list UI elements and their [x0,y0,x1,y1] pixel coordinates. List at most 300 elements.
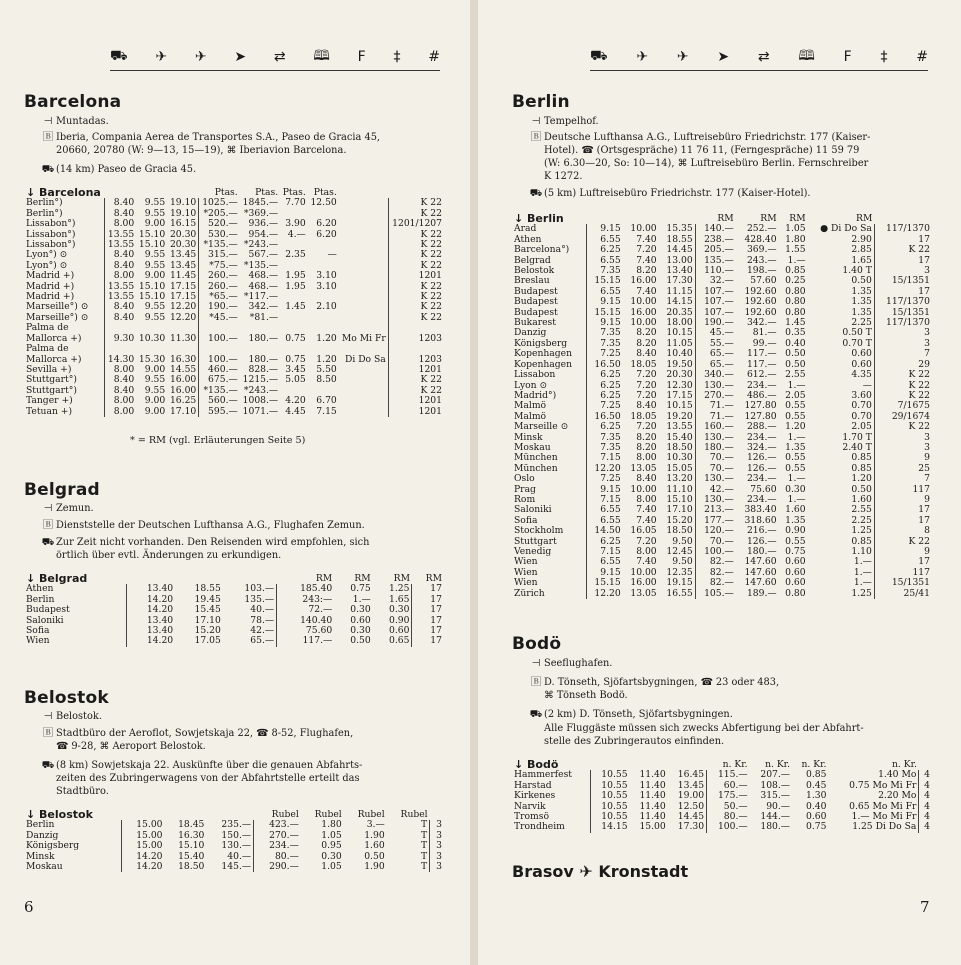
value-cell: 13.40 [127,626,175,636]
value-cell: 2.35 [285,249,306,261]
office-icon: 🄱 [531,677,541,688]
value-cell: 9.55 [144,384,166,396]
value-cell: 7.15 [586,547,623,557]
currency-header: n. Kr. [722,759,748,770]
value-cell: 99.— [752,337,777,349]
value-cell: 17 [412,636,444,646]
route-cell: München [514,462,558,474]
office-line-4: K 1272. [544,171,583,182]
value-cell: 185.40 [277,584,335,594]
value-cell: 78.— [250,614,275,626]
value-cell: 180.— [746,546,777,557]
airport-text: Zemun. [56,503,94,514]
value-cell: 14.20 [127,595,175,605]
city-title-barcelona: Barcelona [24,92,122,112]
value-cell: 290.— [254,862,301,872]
value-cell: K 22 [874,537,932,547]
currency-header: Rubel [357,809,385,820]
airport-line [40,503,94,516]
bus-line [40,760,362,773]
route-cell: Harstad [514,779,552,791]
value-cell: 17 [874,235,932,245]
bus-icon: ⛟ [590,48,608,64]
left-page [0,0,470,965]
value-cell: 117.— [746,348,777,360]
value-cell: 0.30 [785,483,806,495]
currency-header: n. Kr. [765,759,790,770]
value-cell: 0.65 Mo Mi Fr [849,800,917,812]
value-cell [339,209,389,219]
value-cell: 12.30 [666,379,693,391]
route-cell: Lissabon [514,369,556,381]
value-cell: 2.90 [851,233,872,245]
value-cell: 4.45 [285,405,306,417]
value-cell: 117.— [746,358,777,370]
office-text: D. Tönseth, Sjöfartsbygningen, ☎ 23 oder 483, [544,677,780,688]
route-cell: Minsk [514,431,543,443]
value-cell: 16.50 [586,412,623,422]
value-cell: 6.25 [586,245,623,255]
value-cell: 2.05 [851,421,872,433]
value-cell: 7.20 [636,535,657,547]
bus-line [528,188,811,201]
plane-landing-icon: ✈ [676,49,689,65]
table-row [24,862,444,872]
route-cell: Rom [514,493,536,505]
route-cell: Madrid°) [514,389,557,401]
value-cell: 11.40 [639,800,666,812]
airport-icon: ⊣ [531,658,541,669]
value-cell: 3.10 [316,280,337,292]
value-cell: 12.50 [677,800,705,812]
value-cell: 12.20 [169,301,197,313]
value-cell: 0.80 [785,587,806,599]
value-cell: 11.40 [639,779,666,791]
value-cell: 127.80 [744,410,777,422]
table-row [24,626,444,636]
currency-header: RM [789,213,806,224]
value-cell: K 22 [388,302,444,312]
value-cell: 7.20 [636,244,657,256]
value-cell: 1.— [853,556,872,568]
value-cell: 17 [874,557,932,567]
airport-line [528,116,599,129]
value-cell: 0.85 [785,265,806,277]
value-cell: 0.35 [785,327,806,339]
route-cell: Malmö [514,410,547,422]
value-cell: 0.60 [785,556,806,568]
city-title-belostok: Belostok [24,688,109,708]
value-cell: 15.00 [122,831,165,841]
value-cell: 13.45 [677,779,705,791]
route-cell: Stuttgart [514,535,557,547]
value-cell: Di Do Sa [344,353,386,365]
value-cell: 189.— [746,587,777,599]
value-cell: K 22 [874,370,932,380]
value-cell: 16.00 [169,384,197,396]
value-cell: 0.80 [785,285,806,297]
value-cell: 6.55 [586,505,623,515]
value-cell: 15.15 [586,276,623,286]
bus-line-3: stelle des Zubringerautos einfinden. [544,736,725,747]
value-cell: 15.30 [138,353,166,365]
value-cell: 1.45 [785,317,806,329]
office-line-2: 20660, 20780 (W: 9—13, 15—19), ⌘ Iberiavion Barcelona. [56,145,347,156]
bus-line [40,537,369,550]
value-cell: 20.30 [169,239,197,251]
value-cell: K 22 [388,375,444,385]
value-cell: 117/1370 [874,297,932,307]
table-row [512,422,932,432]
value-cell: 1201 [388,396,444,406]
value-cell: 1.30 [805,790,827,802]
route-cell: Hammerfest [514,769,572,781]
value-cell [199,344,240,354]
route-cell: Oslo [514,473,535,485]
value-cell [339,313,389,323]
route-cell: Athen [514,233,542,245]
value-cell: 0.45 [805,779,827,791]
airport-icon: ⊣ [43,116,53,127]
value-cell: 15.10 [138,228,166,240]
value-cell: 10.55 [591,802,630,812]
route-cell: Breslau [514,275,550,287]
route-cell: Palma de [26,322,69,334]
value-cell: 1.60 [851,493,872,505]
value-cell: 1071.— [242,405,279,417]
value-cell: 1.60 [364,840,385,852]
value-cell: 4 [919,770,932,780]
value-cell: 0.50 T [842,327,872,339]
currency-header: Ptas. [313,187,337,198]
city-title-bodo: Bodö [512,634,562,654]
value-cell: 20.30 [169,228,197,240]
value-cell: 12.20 [586,464,623,474]
value-cell: 115.— [707,770,750,780]
value-cell: 13.45 [169,259,197,271]
table-header-row [24,574,444,584]
airport-line [528,658,612,671]
value-cell: 180.— [248,332,279,344]
office-line-2: ☎ 9-28, ⌘ Aeroport Belostok. [56,741,206,752]
table-title: ↓ Bodö [514,758,559,771]
value-cell: 19.45 [194,593,221,605]
value-cell: 8.00 [636,452,657,464]
value-cell: 80.— [254,852,301,862]
value-cell: 0.75 [805,821,827,833]
value-cell: 15.00 [122,841,165,851]
value-cell: 4 [919,802,932,812]
route-cell: Arad [514,223,537,235]
value-cell: 80.— [707,812,750,822]
value-cell: 135.— [244,593,275,605]
value-cell: 100.— [199,334,240,344]
value-cell: *65.— [199,292,240,302]
value-cell: 0.70 T [842,337,872,349]
value-cell: 16.00 [630,306,657,318]
value-cell: 32.— [695,276,736,286]
value-cell: 198.— [746,265,777,277]
value-cell: 15.00 [639,821,666,833]
bus-icon: ⛟ [41,537,55,548]
value-cell: 7.20 [636,421,657,433]
value-cell: 1.25 [851,587,872,599]
hash-icon: # [428,49,440,65]
value-cell: 234.— [746,473,777,485]
value-cell: K 22 [388,230,444,240]
value-cell [280,344,308,354]
value-cell: ● Di Do Sa [820,223,872,235]
route-cell: Zürich [514,587,545,599]
value-cell: 18.50 [666,525,693,537]
value-cell: 15.20 [666,514,693,526]
value-cell: 2.40 T [842,441,872,453]
route-cell: Budapest [514,296,558,308]
value-cell: 1.35 [851,285,872,297]
value-cell: 7.15 [316,405,337,417]
value-cell: 260.— [199,282,240,292]
bus-text: Zur Zeit nicht vorhanden. Den Reisenden wird empfohlen, sich [56,537,370,548]
value-cell: 7 [874,474,932,484]
value-cell: 15.10 [178,840,205,852]
value-cell: 9.00 [144,395,166,407]
value-cell: 12.20 [169,311,197,323]
route-cell: Berlin°) [26,207,63,219]
value-cell: 1.— Mo Mi Fr [851,811,917,823]
value-cell: 428.40 [744,233,777,245]
value-cell: 3.45 [285,363,306,375]
value-cell: 1.25 Di Do Sa [852,821,917,833]
value-cell: 19.10 [169,197,197,209]
value-cell: 1.— [853,577,872,589]
value-cell: 4 [919,781,932,791]
value-cell [339,375,389,385]
value-cell: 2.05 [785,389,806,401]
value-cell: 0.75 [785,546,806,557]
route-cell: Moskau [514,441,551,453]
value-cell: 13.55 [105,240,137,250]
value-cell: 1.80 [321,819,342,831]
value-cell: 15/1351 [874,276,932,286]
value-cell: 7.35 [586,443,623,453]
aircraft-icon: ✈ [636,49,649,65]
value-cell: 234.— [746,493,777,505]
value-cell: 1.20 [316,332,337,344]
value-cell: 0.30 [389,604,410,616]
table-row [512,370,932,380]
value-cell: 55.— [695,339,736,349]
value-cell: 17 [412,626,444,636]
value-cell: 1.95 [285,280,306,292]
value-cell: 3 [874,266,932,276]
value-cell: 3 [430,852,444,862]
value-cell [339,271,389,281]
value-cell: 110.— [695,266,736,276]
value-cell: 16.00 [630,275,657,287]
route-cell: Sofia [514,514,538,526]
currency-header: RM [717,213,734,224]
value-cell: 0.55 [785,535,806,547]
value-cell: 7.40 [636,285,657,297]
airport-text: Seeflughafen. [544,658,613,669]
value-cell: 147.60 [744,556,777,568]
value-cell: 82.— [695,557,736,567]
value-cell: 2.85 [851,244,872,256]
value-cell: 15.05 [666,462,693,474]
value-cell [339,261,389,271]
value-cell: 318.60 [744,514,777,526]
value-cell [339,396,389,406]
currency-header: RM [425,573,442,584]
value-cell: 0.50 [350,635,371,647]
value-cell: 1.05 [321,829,342,841]
value-cell: 13.55 [105,230,137,240]
airport-icon: ⊣ [43,503,53,514]
route-cell: Madrid +) [26,280,75,292]
airport-line [40,116,109,129]
value-cell: 10.55 [591,781,630,791]
value-cell: 82.— [695,568,736,578]
timetable-belgrad [24,574,444,647]
plane-landing-icon: ✈ [194,49,207,65]
value-cell: 0.25 [785,275,806,287]
value-cell: *243.— [243,239,279,251]
value-cell: 8.20 [636,327,657,339]
value-cell: 190.— [199,302,240,312]
office-line [528,132,870,145]
value-cell: 10.30 [666,452,693,464]
value-cell: 10.00 [630,483,657,495]
table-row [512,822,932,832]
value-cell: K 22 [388,313,444,323]
value-cell: 1.35 [785,514,806,526]
value-cell: 0.80 [785,306,806,318]
value-cell: 8.00 [105,365,137,375]
value-cell: 20.35 [666,306,693,318]
bus-line-2: Alle Fluggäste müssen sich zwecks Abfertigung bei der Abfahrt- [544,723,864,734]
currency-header: Ptas. [255,187,279,198]
value-cell: 1.— [787,493,806,505]
value-cell: 14.50 [586,526,623,536]
value-cell: 135.— [695,256,736,266]
office-text: Dienststelle der Deutschen Lufthansa A.G., Flughafen Zemun. [56,520,365,531]
value-cell: 1.65 [389,593,410,605]
value-cell: 2.10 [316,301,337,313]
value-cell: K 22 [874,422,932,432]
value-cell: 0.75 [285,332,306,344]
value-cell: *243.— [243,384,279,396]
bus-line [528,709,733,722]
value-cell: 17.10 [169,405,197,417]
route-cell: Trondheim [514,821,565,833]
value-cell: 288.— [746,421,777,433]
value-cell: 145.— [221,861,252,873]
value-cell: 8.20 [636,265,657,277]
office-line [40,728,353,741]
value-cell: 18.55 [666,233,693,245]
value-cell: 560.— [199,396,240,406]
value-cell: 468.— [248,270,279,282]
value-cell: 0.60 [851,358,872,370]
table-row [24,584,444,594]
value-cell: 130.— [695,474,736,484]
value-cell: 100.— [707,822,750,832]
value-cell: 5.50 [316,363,337,375]
value-cell: *369.— [243,207,279,219]
value-cell: 1.55 [785,244,806,256]
city-title-berlin: Berlin [512,92,570,112]
value-cell: 954.— [248,228,279,240]
route-cell: Stockholm [514,525,564,537]
value-cell: — [327,249,337,261]
route-cell: Budapest [514,306,558,318]
value-cell [339,230,389,240]
timetable-berlin [512,214,932,599]
value-cell: 1.60 [785,504,806,516]
value-cell: 15.20 [194,625,221,637]
value-cell: 6.55 [586,256,623,266]
value-cell: 130.— [695,381,736,391]
value-cell: 16.50 [586,360,623,370]
value-cell: 0.55 [785,400,806,412]
value-cell: 17.30 [677,821,705,833]
route-cell: Marseille ⊙ [514,421,569,433]
value-cell: 17 [874,505,932,515]
table-row [24,595,444,605]
value-cell: 7.25 [586,401,623,411]
value-cell: 252.— [746,223,777,235]
value-cell: 1.25 [389,583,410,595]
value-cell: 11.15 [666,285,693,297]
value-cell: 0.50 [364,850,385,862]
value-cell: 15.15 [586,578,623,588]
value-cell: 7.40 [636,233,657,245]
value-cell: 8.20 [636,337,657,349]
value-cell: 7.20 [636,369,657,381]
office-line-2: ⌘ Tönseth Bodö. [544,690,628,701]
currency-header: Rubel [314,809,342,820]
currency-header: RM [760,213,777,224]
value-cell: 7.70 [285,197,306,209]
value-cell: 8.00 [105,396,137,406]
office-line [40,132,380,145]
value-cell: 160.— [695,422,736,432]
route-cell: Belostok [514,265,555,277]
value-cell: 8.40 [105,261,137,271]
table-row [512,474,932,484]
value-cell: 7.40 [636,254,657,266]
value-cell: 108.— [760,779,790,791]
office-icon: 🄱 [43,132,53,143]
value-cell: K 22 [874,245,932,255]
route-cell: Danzig [26,829,59,841]
value-cell: T [420,840,428,852]
table-row [24,605,444,615]
table-row [24,616,444,626]
value-cell [339,344,389,354]
value-cell: 3 [430,862,444,872]
value-cell: 120.— [695,526,736,536]
value-cell: T [420,861,428,873]
value-cell: 107.— [695,287,736,297]
route-cell: Tetuan +) [26,405,73,417]
bus-icon: ⛟ [529,188,543,199]
value-cell: 15.00 [122,820,165,830]
value-cell: 9.55 [144,197,166,209]
value-cell: 324.— [746,441,777,453]
value-cell: 190.— [695,318,736,328]
route-cell: Berlin [26,593,55,605]
